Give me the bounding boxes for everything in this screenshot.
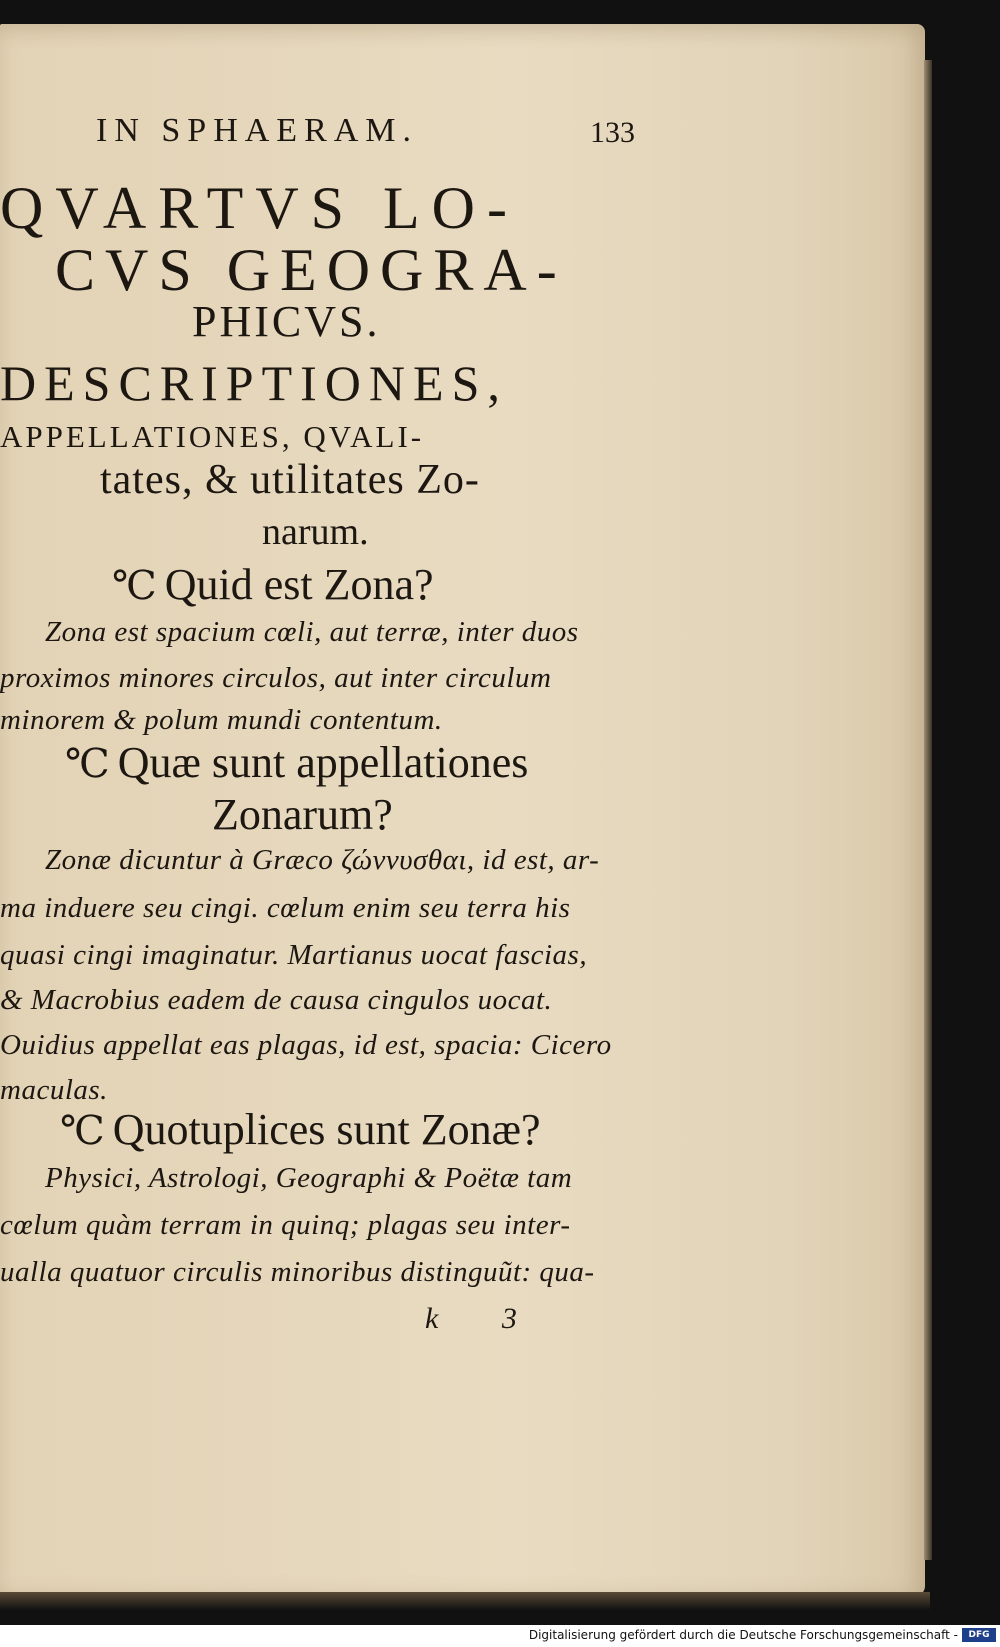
question-heading [60, 1104, 540, 1155]
answer-line: Physici, Astrologi, Geographi & Poëtæ tam [45, 1162, 573, 1194]
answer-line: ualla quatuor circulis minoribus distinguũt: qua- [0, 1256, 595, 1288]
paragraph-mark-icon: ℃ [60, 1108, 105, 1153]
page-edge [924, 60, 932, 1560]
subtitle-line-1: DESCRIPTIONES, [0, 355, 508, 411]
question-heading [65, 737, 528, 788]
answer-line: maculas. [0, 1074, 108, 1106]
answer-line: proximos minores circulos, aut inter circulum [0, 662, 552, 694]
answer-line: cœlum quàm terram in quinq; plagas seu inter- [0, 1209, 571, 1241]
paragraph-mark-icon: ℃ [65, 741, 110, 786]
question-text: Quotuplices sunt Zonæ? [112, 1105, 541, 1154]
answer-line: ma induere seu cingi. cœlum enim seu terra his [0, 892, 571, 924]
running-head: IN SPHAERAM. [96, 112, 419, 149]
chapter-title-line-2: CVS GEOGRA- [55, 237, 567, 303]
answer-line: Ouidius appellat eas plagas, id est, spacia: Cicero [0, 1029, 612, 1061]
book-page [0, 24, 925, 1596]
answer-line: & Macrobius eadem de causa cingulos uocat. [0, 984, 553, 1016]
subtitle-line-3: tates, & utilitates Zo- [100, 457, 480, 503]
page-bottom-shadow [0, 1592, 930, 1610]
subtitle-line-4: narum. [262, 511, 369, 553]
signature-mark: k 3 [425, 1302, 545, 1335]
funding-notice: Digitalisierung gefördert durch die Deutsche Forschungsgemeinschaft - [528, 1628, 958, 1642]
answer-line: Zona est spacium cœli, aut terræ, inter duos [45, 616, 579, 648]
dfg-logo: DFG [962, 1628, 996, 1642]
question-text-continued: Zonarum? [212, 790, 393, 839]
page-number: 133 [590, 116, 635, 149]
chapter-title-line-1: QVARTVS LO- [0, 175, 519, 241]
paragraph-mark-icon: ℃ [112, 563, 157, 608]
answer-line: Zonæ dicuntur à Græco ζώννυσθαι, id est, ar- [45, 844, 600, 876]
answer-line: minorem & polum mundi contentum. [0, 704, 443, 736]
question-heading [112, 559, 434, 610]
question-text: Quid est Zona? [164, 560, 434, 609]
subtitle-line-2: APPELLATIONES, QVALI- [0, 419, 425, 454]
question-text: Quæ sunt appellationes [117, 738, 529, 787]
answer-line: quasi cingi imaginatur. Martianus uocat fascias, [0, 939, 588, 971]
chapter-title-line-3: PHICVS. [192, 297, 381, 346]
